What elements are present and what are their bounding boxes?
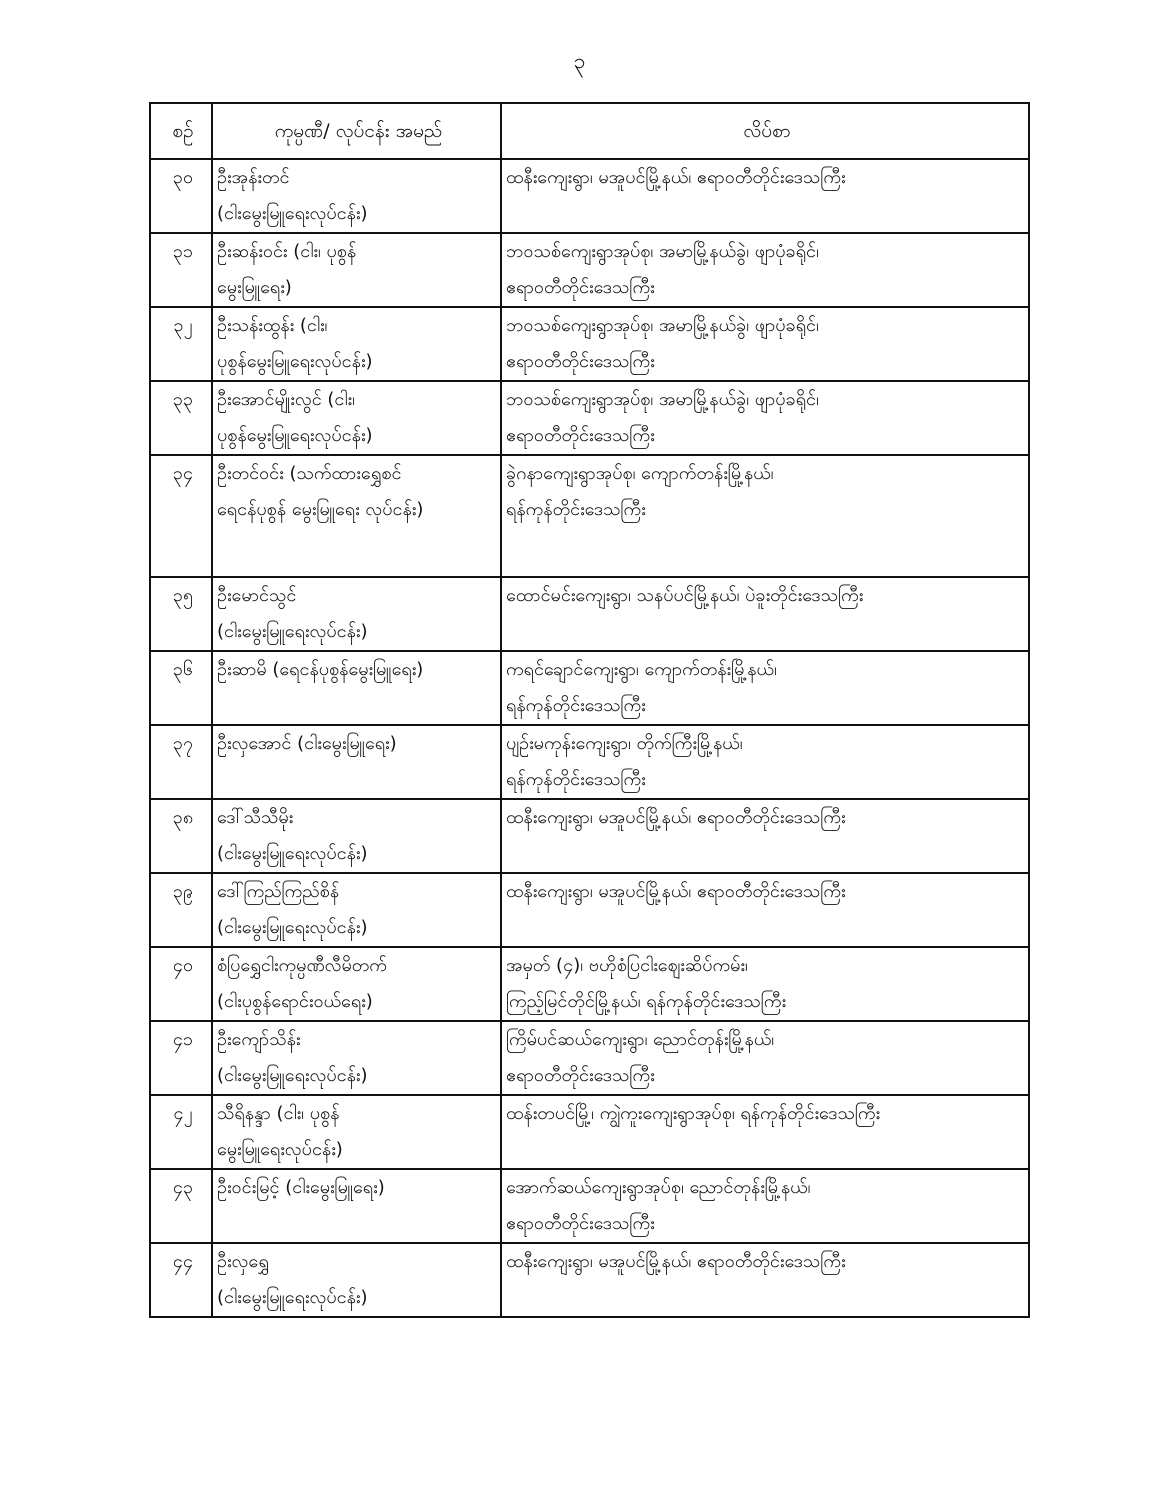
cell-company-name xyxy=(212,159,501,233)
cell-company-name xyxy=(212,651,501,725)
cell-serial-no: ၄၂ xyxy=(150,1095,212,1169)
cell-serial-no: ၃၆ xyxy=(150,651,212,725)
cell-serial-no: ၃၁ xyxy=(150,233,212,307)
address-line: ဧရာဝတီတိုင်းဒေသကြီး xyxy=(506,351,655,372)
company-name-line: (ငါးမွေးမြူရေးလုပ်ငန်း) xyxy=(217,1287,368,1308)
address-line: ဘဝသစ်ကျေးရွာအုပ်စု၊ အမာမြို့နယ်ခွဲ၊ ဖျာပုံခရိုင်၊ xyxy=(506,389,819,410)
cell-company-name xyxy=(212,799,501,873)
cell-address xyxy=(501,307,1029,381)
header-serial-no: စဉ် xyxy=(150,103,212,159)
table-row xyxy=(150,233,1029,307)
company-name-line: (ငါးမွေးမြူရေးလုပ်ငန်း) xyxy=(217,1065,368,1086)
table-row xyxy=(150,1095,1029,1169)
table-row xyxy=(150,799,1029,873)
address-line: ကရင်ချောင်ကျေးရွာ၊ ကျောက်တန်းမြို့နယ်၊ xyxy=(506,659,777,680)
cell-company-name xyxy=(212,307,501,381)
address-line: ထနီးကျေးရွာ၊ မအူပင်မြို့နယ်၊ ဧရာဝတီတိုင်းဒေသကြီး xyxy=(506,881,846,902)
company-name-line: ဦးအောင်မျိုးလွင် (ငါး၊ xyxy=(217,389,355,410)
cell-company-name xyxy=(212,1169,501,1243)
cell-serial-no: ၃၀ xyxy=(150,159,212,233)
address-line: ဧရာဝတီတိုင်းဒေသကြီး xyxy=(506,1065,655,1086)
table-row xyxy=(150,381,1029,455)
company-name-line: ရေငန်ပုစွန် မွေးမြူရေး လုပ်ငန်း) xyxy=(217,499,424,520)
cell-serial-no: ၄၃ xyxy=(150,1169,212,1243)
table-row xyxy=(150,947,1029,1021)
cell-company-name xyxy=(212,577,501,651)
address-line: ရန်ကုန်တိုင်းဒေသကြီး xyxy=(506,499,646,520)
company-name-line: ဦးလှရွှေ xyxy=(217,1251,269,1272)
company-name-line: (ငါးမွေးမြူရေးလုပ်ငန်း) xyxy=(217,843,368,864)
table-row xyxy=(150,1169,1029,1243)
cell-address xyxy=(501,455,1029,577)
company-name-line: ဦးမောင်သွင် xyxy=(217,585,297,606)
cell-serial-no: ၄၄ xyxy=(150,1243,212,1317)
table-row xyxy=(150,873,1029,947)
table-row xyxy=(150,577,1029,651)
cell-address xyxy=(501,1021,1029,1095)
table-row xyxy=(150,1021,1029,1095)
address-line: ဧရာဝတီတိုင်းဒေသကြီး xyxy=(506,1213,655,1234)
address-line: ထနီးကျေးရွာ၊ မအူပင်မြို့နယ်၊ ဧရာဝတီတိုင်းဒေသကြီး xyxy=(506,807,846,828)
table-row xyxy=(150,651,1029,725)
cell-serial-no: ၃၇ xyxy=(150,725,212,799)
company-name-line: ဦးကျော်သိန်း xyxy=(217,1029,301,1050)
table-row xyxy=(150,1243,1029,1317)
company-name-line: ဦးအုန်းတင် xyxy=(217,167,290,188)
cell-serial-no: ၃၈ xyxy=(150,799,212,873)
cell-address xyxy=(501,725,1029,799)
address-line: ပျဉ်းမကုန်းကျေးရွာ၊ တိုက်ကြီးမြို့နယ်၊ xyxy=(506,733,743,754)
cell-serial-no: ၃၉ xyxy=(150,873,212,947)
cell-address xyxy=(501,1243,1029,1317)
address-line: အောက်ဆယ်ကျေးရွာအုပ်စု၊ ညောင်တုန်းမြို့နယ်၊ xyxy=(506,1177,811,1198)
cell-company-name xyxy=(212,1021,501,1095)
cell-company-name xyxy=(212,381,501,455)
table-row xyxy=(150,725,1029,799)
cell-serial-no: ၃၅ xyxy=(150,577,212,651)
address-line: ကြိမ်ပင်ဆယ်ကျေးရွာ၊ ညောင်တုန်းမြို့နယ်၊ xyxy=(506,1029,775,1050)
cell-company-name xyxy=(212,455,501,577)
company-name-line: သီရိနန္ဒာ (ငါး၊ ပုစွန် xyxy=(217,1103,340,1124)
header-company-name: ကုမ္ပဏီ/ လုပ်ငန်း အမည် xyxy=(212,103,501,159)
page-number: ၃ xyxy=(573,49,586,73)
company-name-line: ဦးတင်ဝင်း (သက်ထားရွှေစင် xyxy=(217,463,402,484)
table-row xyxy=(150,307,1029,381)
cell-serial-no: ၄၀ xyxy=(150,947,212,1021)
address-line: ခွဲဂနာကျေးရွာအုပ်စု၊ ကျောက်တန်းမြို့နယ်၊ xyxy=(506,463,774,484)
cell-address xyxy=(501,1095,1029,1169)
address-line: ဘဝသစ်ကျေးရွာအုပ်စု၊ အမာမြို့နယ်ခွဲ၊ ဖျာပုံခရိုင်၊ xyxy=(506,315,819,336)
company-name-line: ပုစွန်မွေးမြူရေးလုပ်ငန်း) xyxy=(217,351,373,372)
cell-address xyxy=(501,1169,1029,1243)
address-line: ထနီးကျေးရွာ၊ မအူပင်မြို့နယ်၊ ဧရာဝတီတိုင်းဒေသကြီး xyxy=(506,1251,846,1272)
company-name-line: ဦးဝင်းမြင့် (ငါးမွေးမြူရေး) xyxy=(217,1177,385,1198)
company-name-line: ပုစွန်မွေးမြူရေးလုပ်ငန်း) xyxy=(217,425,373,446)
company-table xyxy=(149,102,1030,1318)
company-name-line: စံပြရွှေငါးကုမ္ပဏီလီမိတက် xyxy=(217,955,387,976)
address-line: ရန်ကုန်တိုင်းဒေသကြီး xyxy=(506,769,646,790)
company-name-line: ဦးသန်းထွန်း (ငါး၊ xyxy=(217,315,328,336)
cell-company-name xyxy=(212,947,501,1021)
address-line: ကြည့်မြင်တိုင်မြို့နယ်၊ ရန်ကုန်တိုင်းဒေသကြီး xyxy=(506,991,787,1012)
cell-company-name xyxy=(212,725,501,799)
table-header-row xyxy=(150,103,1029,159)
cell-serial-no: ၃၃ xyxy=(150,381,212,455)
address-line: ဘဝသစ်ကျေးရွာအုပ်စု၊ အမာမြို့နယ်ခွဲ၊ ဖျာပုံခရိုင်၊ xyxy=(506,241,819,262)
cell-address xyxy=(501,873,1029,947)
header-address: လိပ်စာ xyxy=(501,103,1029,159)
cell-address xyxy=(501,799,1029,873)
company-name-line: ဒေါ်သီသီမိုး xyxy=(217,807,294,828)
cell-company-name xyxy=(212,233,501,307)
address-line: အမှတ် (၄)၊ ဗဟိုစံပြငါးဈေးဆိပ်ကမ်း၊ xyxy=(506,955,748,976)
cell-address xyxy=(501,947,1029,1021)
company-name-line: မွေးမြူရေးလုပ်ငန်း) xyxy=(217,1139,343,1160)
company-name-line: ဦးဆာမိ (ရေငန်ပုစွန်မွေးမြူရေး) xyxy=(217,659,424,680)
table-row xyxy=(150,455,1029,577)
company-name-line: (ငါးမွေးမြူရေးလုပ်ငန်း) xyxy=(217,621,368,642)
cell-company-name xyxy=(212,1243,501,1317)
cell-company-name xyxy=(212,873,501,947)
company-name-line: (ငါးမွေးမြူရေးလုပ်ငန်း) xyxy=(217,917,368,938)
cell-address xyxy=(501,577,1029,651)
cell-address xyxy=(501,233,1029,307)
company-name-line: (ငါးမွေးမြူရေးလုပ်ငန်း) xyxy=(217,203,368,224)
company-name-line: မွေးမြူရေး) xyxy=(217,277,292,298)
address-line: ဧရာဝတီတိုင်းဒေသကြီး xyxy=(506,277,655,298)
table-row xyxy=(150,159,1029,233)
cell-address xyxy=(501,159,1029,233)
address-line: ထနီးကျေးရွာ၊ မအူပင်မြို့နယ်၊ ဧရာဝတီတိုင်းဒေသကြီး xyxy=(506,167,846,188)
address-line: ရန်ကုန်တိုင်းဒေသကြီး xyxy=(506,695,646,716)
cell-company-name xyxy=(212,1095,501,1169)
table-body xyxy=(150,159,1029,1317)
company-name-line: ဦးဆန်းဝင်း (ငါး၊ ပုစွန် xyxy=(217,241,357,262)
address-line: ထန်းတပင်မြို့၊ ကျွဲကူးကျေးရွာအုပ်စု၊ ရန်ကုန်တိုင်းဒေသကြီး xyxy=(506,1103,881,1124)
cell-address xyxy=(501,381,1029,455)
cell-serial-no: ၃၄ xyxy=(150,455,212,577)
company-name-line: ဒေါ်ကြည်ကြည်စိန် xyxy=(217,881,340,902)
cell-serial-no: ၃၂ xyxy=(150,307,212,381)
company-name-line: ဦးလှအောင် (ငါးမွေးမြူရေး) xyxy=(217,733,397,754)
company-name-line: (ငါးပုစွန်ရောင်းဝယ်ရေး) xyxy=(217,991,373,1012)
address-line: ဧရာဝတီတိုင်းဒေသကြီး xyxy=(506,425,655,446)
cell-address xyxy=(501,651,1029,725)
cell-serial-no: ၄၁ xyxy=(150,1021,212,1095)
address-line: ထောင်မင်းကျေးရွာ၊ သနပ်ပင်မြို့နယ်၊ ပဲခူးတိုင်းဒေသကြီး xyxy=(506,585,864,606)
